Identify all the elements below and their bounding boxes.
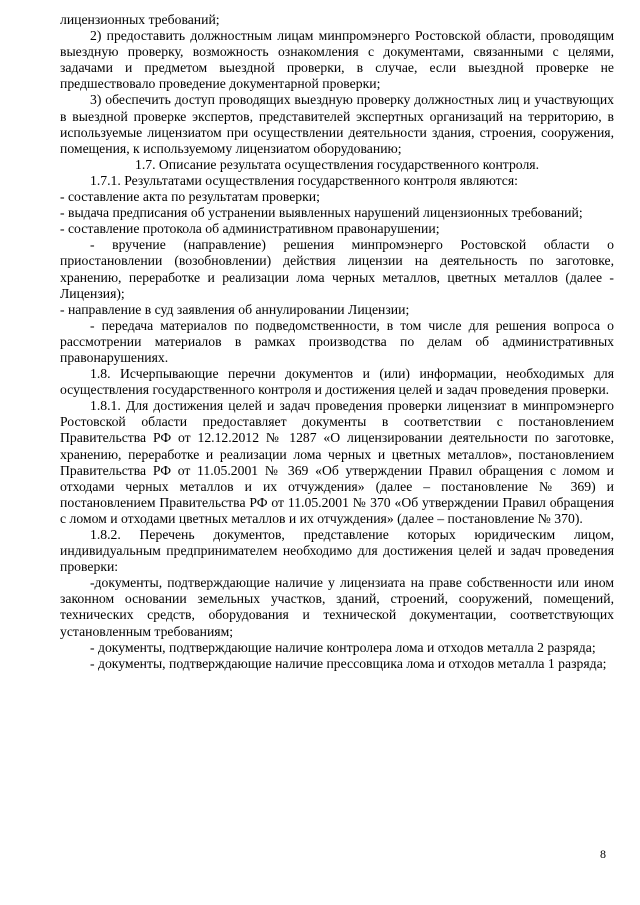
list-item: -документы, подтверждающие наличие у лицензиата на праве собственности или ином законном основании земельных участков, зданий, строений, сооружений, помещений, технических средств, оборудования и технической документации, соответствующих установленным требованиям; xyxy=(60,575,614,639)
section-heading: 1.7. Описание результата осуществления государственного контроля. xyxy=(134,156,540,172)
paragraph: 1.7.1. Результатами осуществления государственного контроля являются: xyxy=(90,172,518,188)
list-item: - составление протокола об административном правонарушении; xyxy=(60,221,440,237)
list-item: - выдача предписания об устранении выявленных нарушений лицензионных требований; xyxy=(60,205,583,221)
list-item: - передача материалов по подведомственности, в том числе для решения вопроса о рассмотрении материалов в рамках производства по делам об административных правонарушениях. xyxy=(60,317,614,365)
paragraph: 2) предоставить должностным лицам минпромэнерго Ростовской области, проводящим выездную проверку, возможность ознакомления с документами, связанными с целями, задачами и предметом выездной проверки, в случае, если выездной проверке не предшествовало проведение документарной проверки; xyxy=(60,28,614,92)
paragraph: лицензионных требований; xyxy=(60,12,220,27)
list-item: - направление в суд заявления об аннулировании Лицензии; xyxy=(60,301,410,317)
page-number: 8 xyxy=(600,847,606,861)
document-body xyxy=(60,12,614,672)
paragraph: 1.8.1. Для достижения целей и задач проведения проверки лицензиат в минпромэнерго Ростовской области предоставляет документы в соответствии с постановлением Правительства РФ от 12.12.2012 № 1287 «О лицензировании деятельности по заготовке, хранению, переработке и реализации лома черных и цветных металлов», постановлением Правительства РФ от 11.05.2001 № 369 «Об утверждении Правил обращения с ломом и отходами черных металлов и их отчуждения» (далее – постановление № 369) и постановлением Правительства РФ от 11.05.2001 № 370 «Об утверждении Правил обращения с ломом и отходами цветных металлов и их отчуждения» (далее – постановление № 370). xyxy=(60,398,614,526)
list-item: - документы, подтверждающие наличие прессовщика лома и отходов металла 1 разряда; xyxy=(90,655,607,671)
list-item: - вручение (направление) решения минпромэнерго Ростовской области о приостановлении (возобновлении) действия лицензии на деятельность по заготовке, хранению, переработке и реализации лома черных металлов, цветных металлов (далее - Лицензия); xyxy=(60,237,614,301)
list-item: - документы, подтверждающие наличие контролера лома и отходов металла 2 разряда; xyxy=(90,639,596,655)
paragraph: 1.8.2. Перечень документов, представление которых юридическим лицом, индивидуальным предпринимателем необходимо для достижения целей и задач проведения проверки: xyxy=(60,527,614,575)
list-item: - составление акта по результатам проверки; xyxy=(60,189,320,205)
paragraph: 3) обеспечить доступ проводящих выездную проверку должностных лиц и участвующих в выездной проверке экспертов, представителей экспертных организаций на территорию, в используемые лицензиатом при осуществлении деятельности здания, строения, сооружения, помещения, к используемому лицензиатом оборудованию; xyxy=(60,92,614,156)
paragraph: 1.8. Исчерпывающие перечни документов и (или) информации, необходимых для осуществления государственного контроля и достижения целей и задач проведения проверки. xyxy=(60,366,614,398)
